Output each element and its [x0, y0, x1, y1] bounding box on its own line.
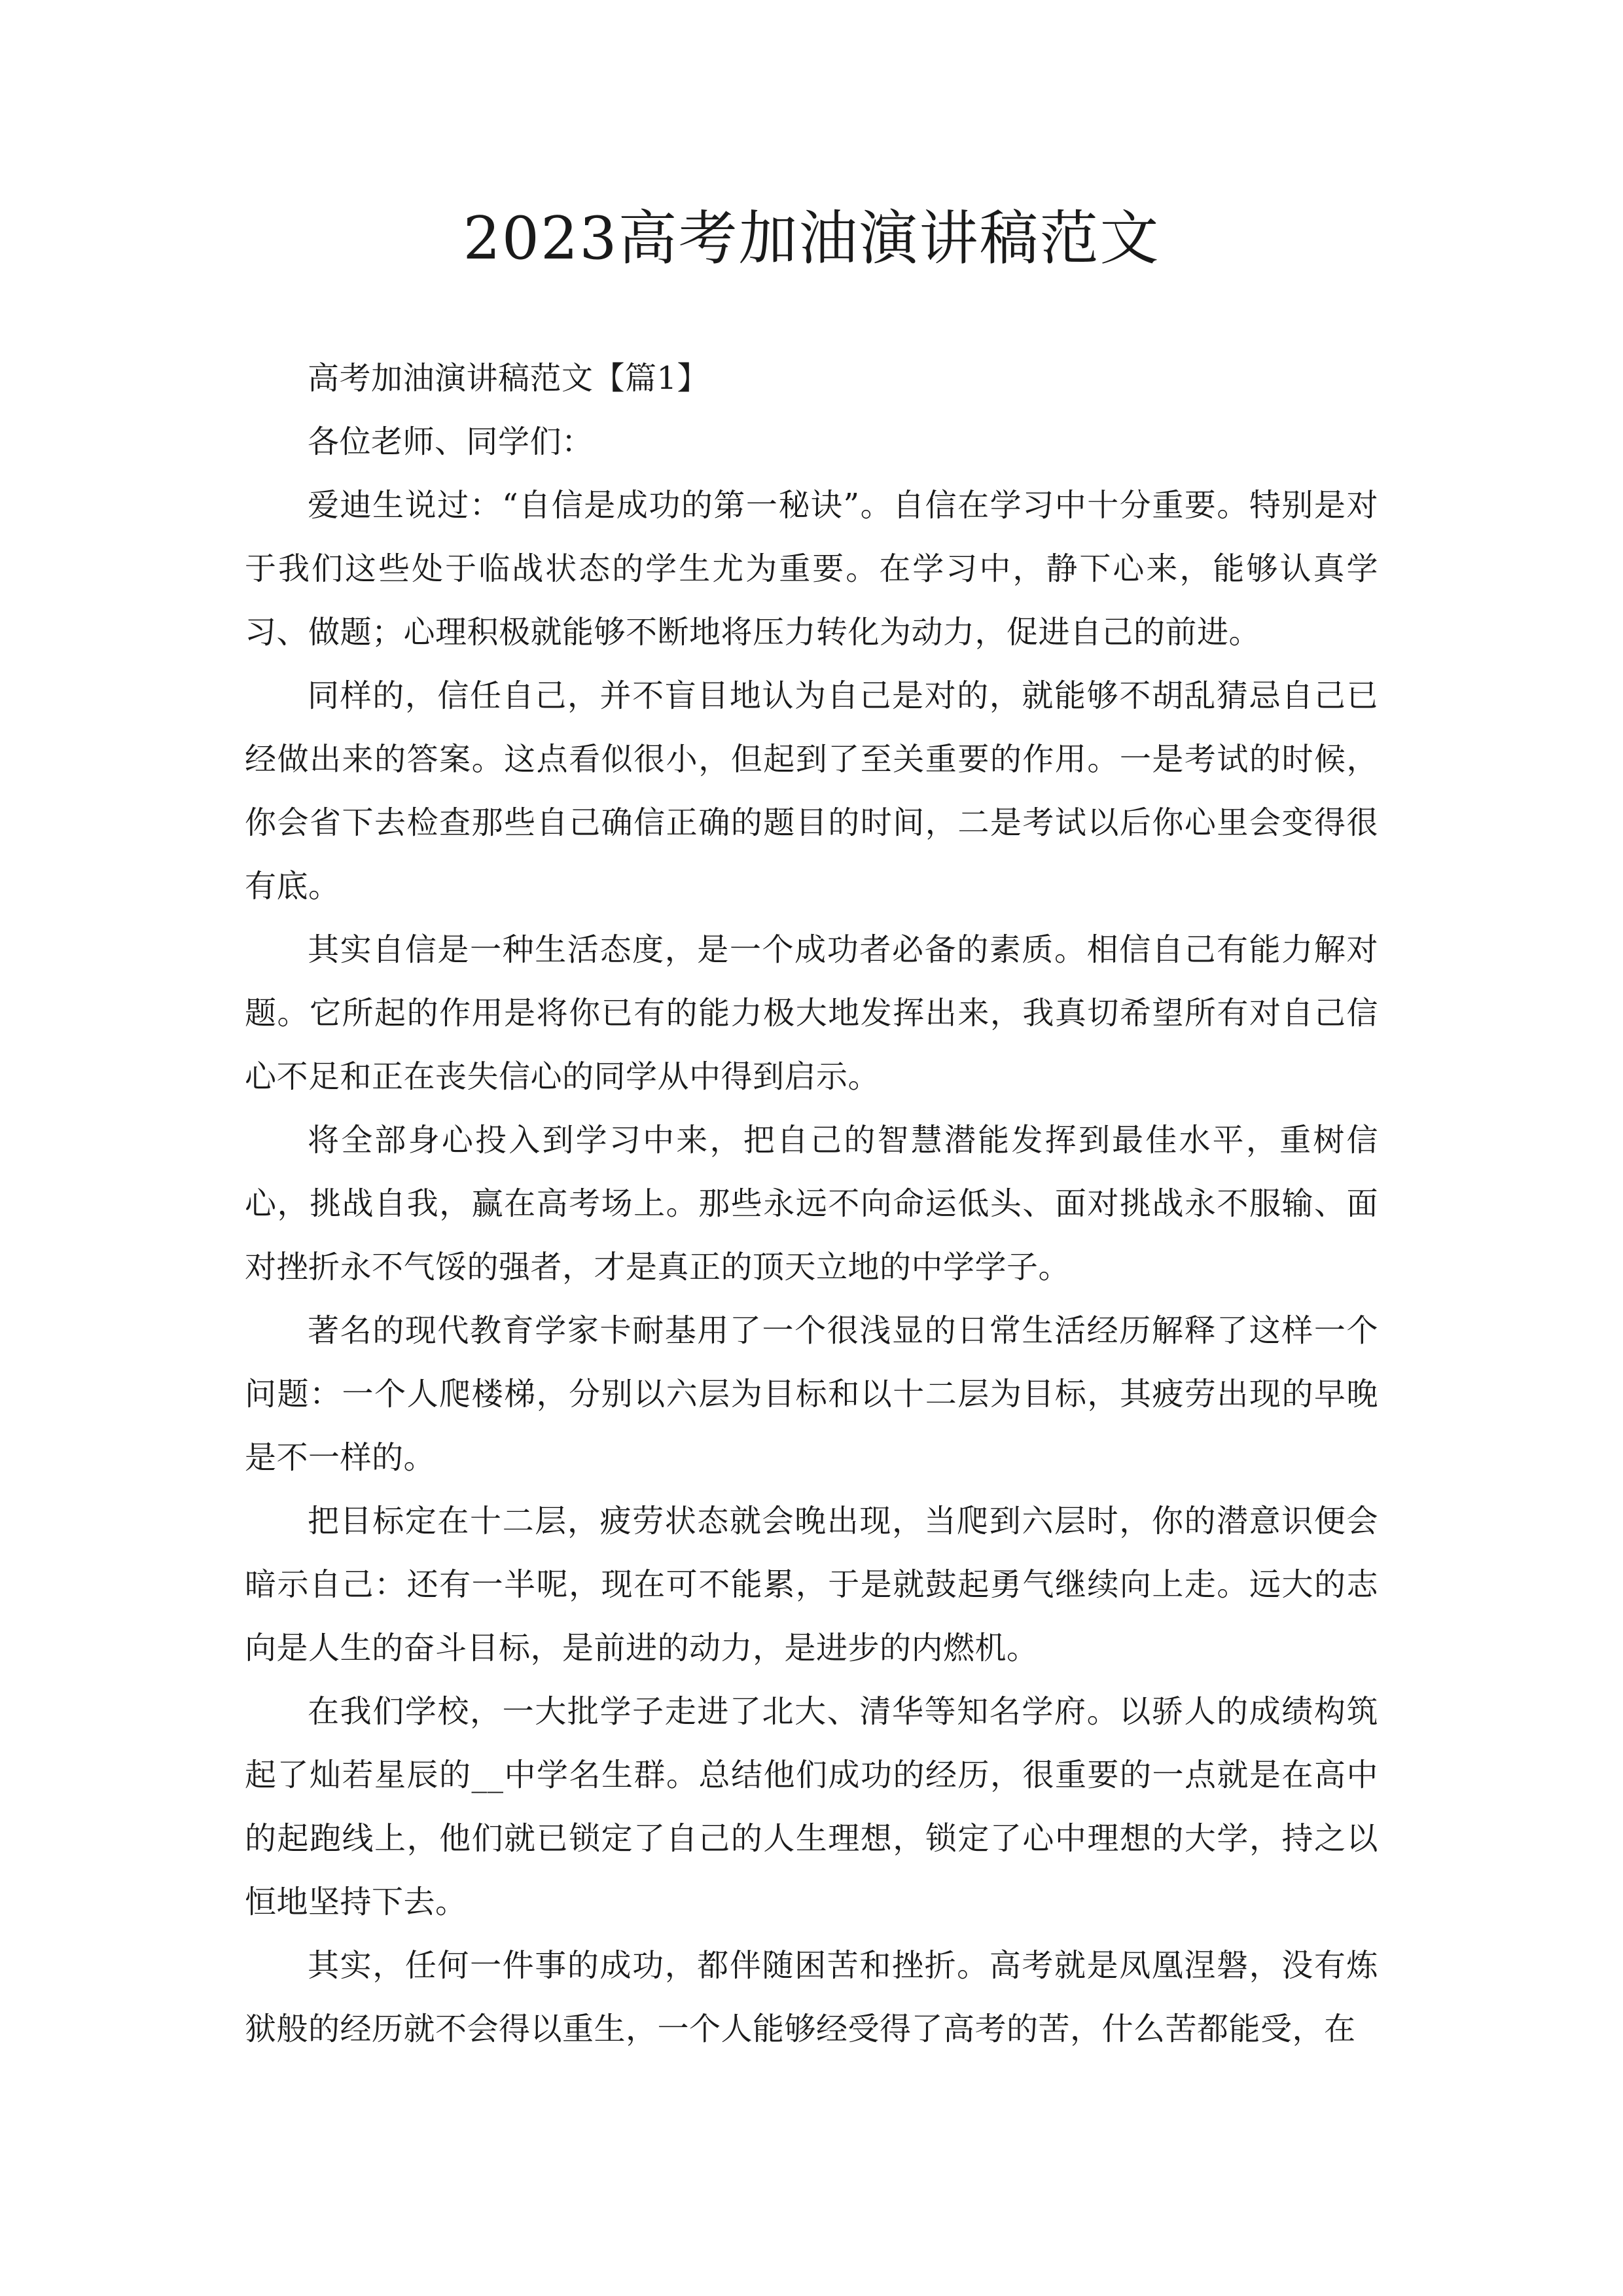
paragraph: 著名的现代教育学家卡耐基用了一个很浅显的日常生活经历解释了这样一个问题：一个人爬楼梯，分别以六层为目标和以十二层为目标，其疲劳出现的早晚是不一样的。 — [245, 1312, 1378, 1476]
paragraph: 爱迪生说过：“自信是成功的第一秘诀”。自信在学习中十分重要。特别是对于我们这些处于临战状态的学生尤为重要。在学习中，静下心来，能够认真学习、做题；心理积极就能够不断地将压力转化为动力，促进自己的前进。 — [245, 487, 1378, 651]
paragraph-salutation: 各位老师、同学们： — [308, 423, 594, 460]
document-body — [245, 347, 1378, 2061]
paragraph-section-heading: 高考加油演讲稿范文【篇1】 — [308, 360, 709, 397]
document-title: 2023高考加油演讲稿范文 — [463, 204, 1160, 273]
paragraph: 同样的，信任自己，并不盲目地认为自己是对的，就能够不胡乱猜忌自己已经做出来的答案。这点看似很小，但起到了至关重要的作用。一是考试的时候，你会省下去检查那些自己确信正确的题目的时间，二是考试以后你心里会变得很有底。 — [245, 677, 1378, 905]
paragraph: 其实自信是一种生活态度，是一个成功者必备的素质。相信自己有能力解对题。它所起的作用是将你已有的能力极大地发挥出来，我真切希望所有对自己信心不足和正在丧失信心的同学从中得到启示。 — [245, 931, 1378, 1095]
paragraph: 将全部身心投入到学习中来，把自己的智慧潜能发挥到最佳水平，重树信心，挑战自我，赢在高考场上。那些永远不向命运低头、面对挑战永不服输、面对挫折永不气馁的强者，才是真正的顶天立地的中学学子。 — [245, 1122, 1378, 1285]
paragraph: 把目标定在十二层，疲劳状态就会晚出现，当爬到六层时，你的潜意识便会暗示自己：还有一半呢，现在可不能累，于是就鼓起勇气继续向上走。远大的志向是人生的奋斗目标，是前进的动力，是进步的内燃机。 — [245, 1503, 1378, 1666]
paragraph: 在我们学校，一大批学子走进了北大、清华等知名学府。以骄人的成绩构筑起了灿若星辰的__中学名生群。总结他们成功的经历，很重要的一点就是在高中的起跑线上，他们就已锁定了自己的人生理想，锁定了心中理想的大学，持之以恒地坚持下去。 — [245, 1693, 1378, 1920]
paragraph: 其实，任何一件事的成功，都伴随困苦和挫折。高考就是凤凰涅磐，没有炼狱般的经历就不会得以重生，一个人能够经受得了高考的苦，什么苦都能受，在 — [245, 1947, 1378, 2047]
